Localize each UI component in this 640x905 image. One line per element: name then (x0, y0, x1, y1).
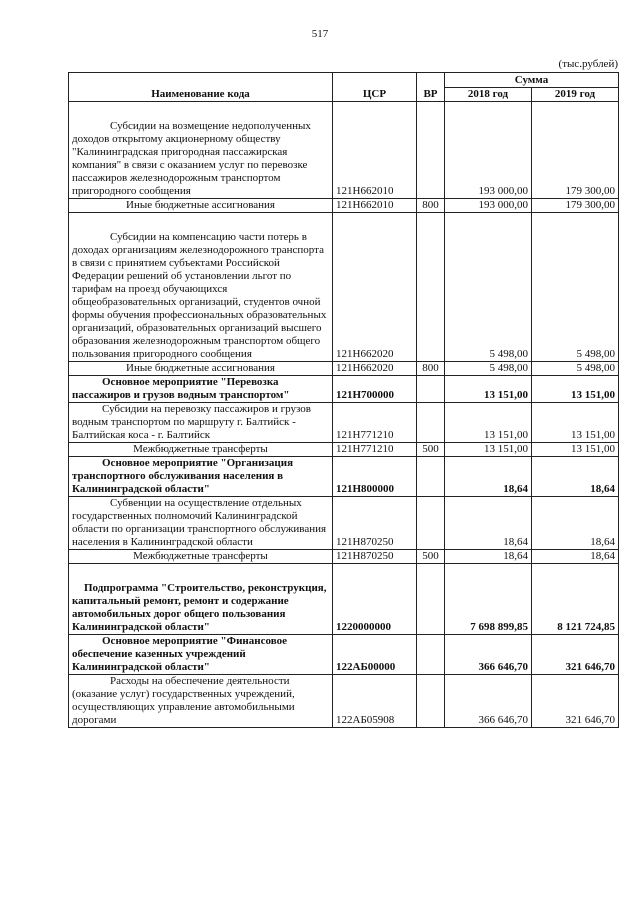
row-csr: 122АБ05908 (333, 675, 417, 728)
table-row (69, 102, 619, 199)
header-csr: ЦСР (333, 73, 417, 102)
row-vr (417, 497, 445, 550)
row-csr: 1220000000 (333, 564, 417, 635)
table-row (69, 497, 619, 550)
row-csr: 121Н771210 (333, 403, 417, 443)
row-2019: 8 121 724,85 (532, 564, 619, 635)
row-name: Субсидии на перевозку пассажиров и грузов водным транспортом по маршруту г. Балтийск - Балтийская коса - г. Балтийск (69, 403, 333, 443)
row-2018: 18,64 (445, 497, 532, 550)
units-label: (тыс.рублей) (558, 58, 618, 70)
row-name: Субсидии на возмещение недополученных доходов открытому акционерному обществу "Калининградская пригородная пассажирская компания" в связи с оказанием услуг по перевозке пассажиров железнодорожным транспортом пригородного сообщения (69, 102, 333, 199)
header-summa: Сумма (445, 73, 619, 88)
row-vr (417, 457, 445, 497)
budget-table (68, 72, 619, 728)
row-vr: 800 (417, 199, 445, 213)
table-row (69, 635, 619, 675)
row-name: Расходы на обеспечение деятельности (оказание услуг) государственных учреждений, осуществляющих управление автомобильными дорогами (69, 675, 333, 728)
row-csr: 121Н870250 (333, 497, 417, 550)
row-2019: 13 151,00 (532, 403, 619, 443)
row-2018: 13 151,00 (445, 403, 532, 443)
row-2019: 5 498,00 (532, 213, 619, 362)
header-year-2018: 2018 год (445, 87, 532, 102)
row-name: Основное мероприятие "Перевозка пассажиров и грузов водным транспортом" (69, 376, 333, 403)
row-2018: 13 151,00 (445, 443, 532, 457)
row-2018: 193 000,00 (445, 199, 532, 213)
row-2018: 5 498,00 (445, 362, 532, 376)
row-vr (417, 675, 445, 728)
row-name: Основное мероприятие "Финансовое обеспечение казенных учреждений Калининградской области" (69, 635, 333, 675)
row-csr: 121Н662020 (333, 213, 417, 362)
row-csr: 121Н771210 (333, 443, 417, 457)
row-2019: 13 151,00 (532, 376, 619, 403)
row-vr (417, 403, 445, 443)
row-2018: 7 698 899,85 (445, 564, 532, 635)
row-name: Межбюджетные трансферты (69, 443, 333, 457)
row-2018: 193 000,00 (445, 102, 532, 199)
row-vr (417, 376, 445, 403)
table-row (69, 376, 619, 403)
row-name: Субвенции на осуществление отдельных государственных полномочий Калининградской области по организации транспортного обслуживания населения в Калининградской области (69, 497, 333, 550)
row-2019: 5 498,00 (532, 362, 619, 376)
row-name: Подпрограмма "Строительство, реконструкция, капитальный ремонт, ремонт и содержание автомобильных дорог общего пользования Калининградской области" (69, 564, 333, 635)
row-2019: 18,64 (532, 550, 619, 564)
row-vr: 500 (417, 550, 445, 564)
row-2018: 5 498,00 (445, 213, 532, 362)
row-csr: 121Н662010 (333, 102, 417, 199)
row-2019: 321 646,70 (532, 635, 619, 675)
row-vr: 800 (417, 362, 445, 376)
row-vr (417, 213, 445, 362)
row-name: Иные бюджетные ассигнования (69, 199, 333, 213)
table-row (69, 457, 619, 497)
page-number: 517 (311, 28, 329, 40)
header-vr: ВР (417, 73, 445, 102)
row-name: Иные бюджетные ассигнования (69, 362, 333, 376)
header-row-1 (69, 73, 619, 88)
table-row (69, 443, 619, 457)
row-name: Межбюджетные трансферты (69, 550, 333, 564)
header-year-2019: 2019 год (532, 87, 619, 102)
row-name: Основное мероприятие "Организация транспортного обслуживания населения в Калининградской области" (69, 457, 333, 497)
table-row (69, 550, 619, 564)
row-csr: 122АБ00000 (333, 635, 417, 675)
row-2018: 18,64 (445, 457, 532, 497)
row-name: Субсидии на компенсацию части потерь в доходах организациям железнодорожного транспорта в связи с принятием субъектами Российской Федерации решений об установлении льгот по тарифам на проезд обучающихся общеобразовательных организаций, студентов очной формы обучения профессиональных образовательных организаций, образовательных организаций высшего образования железнодорожным транспортом общего пользования пригородного сообщения (69, 213, 333, 362)
row-csr: 121Н800000 (333, 457, 417, 497)
row-vr (417, 564, 445, 635)
row-csr: 121Н662010 (333, 199, 417, 213)
row-vr (417, 102, 445, 199)
row-2018: 366 646,70 (445, 675, 532, 728)
row-vr: 500 (417, 443, 445, 457)
row-2019: 321 646,70 (532, 675, 619, 728)
row-2018: 366 646,70 (445, 635, 532, 675)
table-row (69, 564, 619, 635)
row-2019: 179 300,00 (532, 199, 619, 213)
table-row (69, 403, 619, 443)
row-2019: 18,64 (532, 497, 619, 550)
row-vr (417, 635, 445, 675)
header-name: Наименование кода (69, 73, 333, 102)
row-2019: 18,64 (532, 457, 619, 497)
table-row (69, 362, 619, 376)
row-2018: 18,64 (445, 550, 532, 564)
row-2018: 13 151,00 (445, 376, 532, 403)
row-csr: 121Н700000 (333, 376, 417, 403)
row-csr: 121Н662020 (333, 362, 417, 376)
row-2019: 179 300,00 (532, 102, 619, 199)
table-row (69, 675, 619, 728)
row-2019: 13 151,00 (532, 443, 619, 457)
row-csr: 121Н870250 (333, 550, 417, 564)
table-row (69, 213, 619, 362)
table-row (69, 199, 619, 213)
